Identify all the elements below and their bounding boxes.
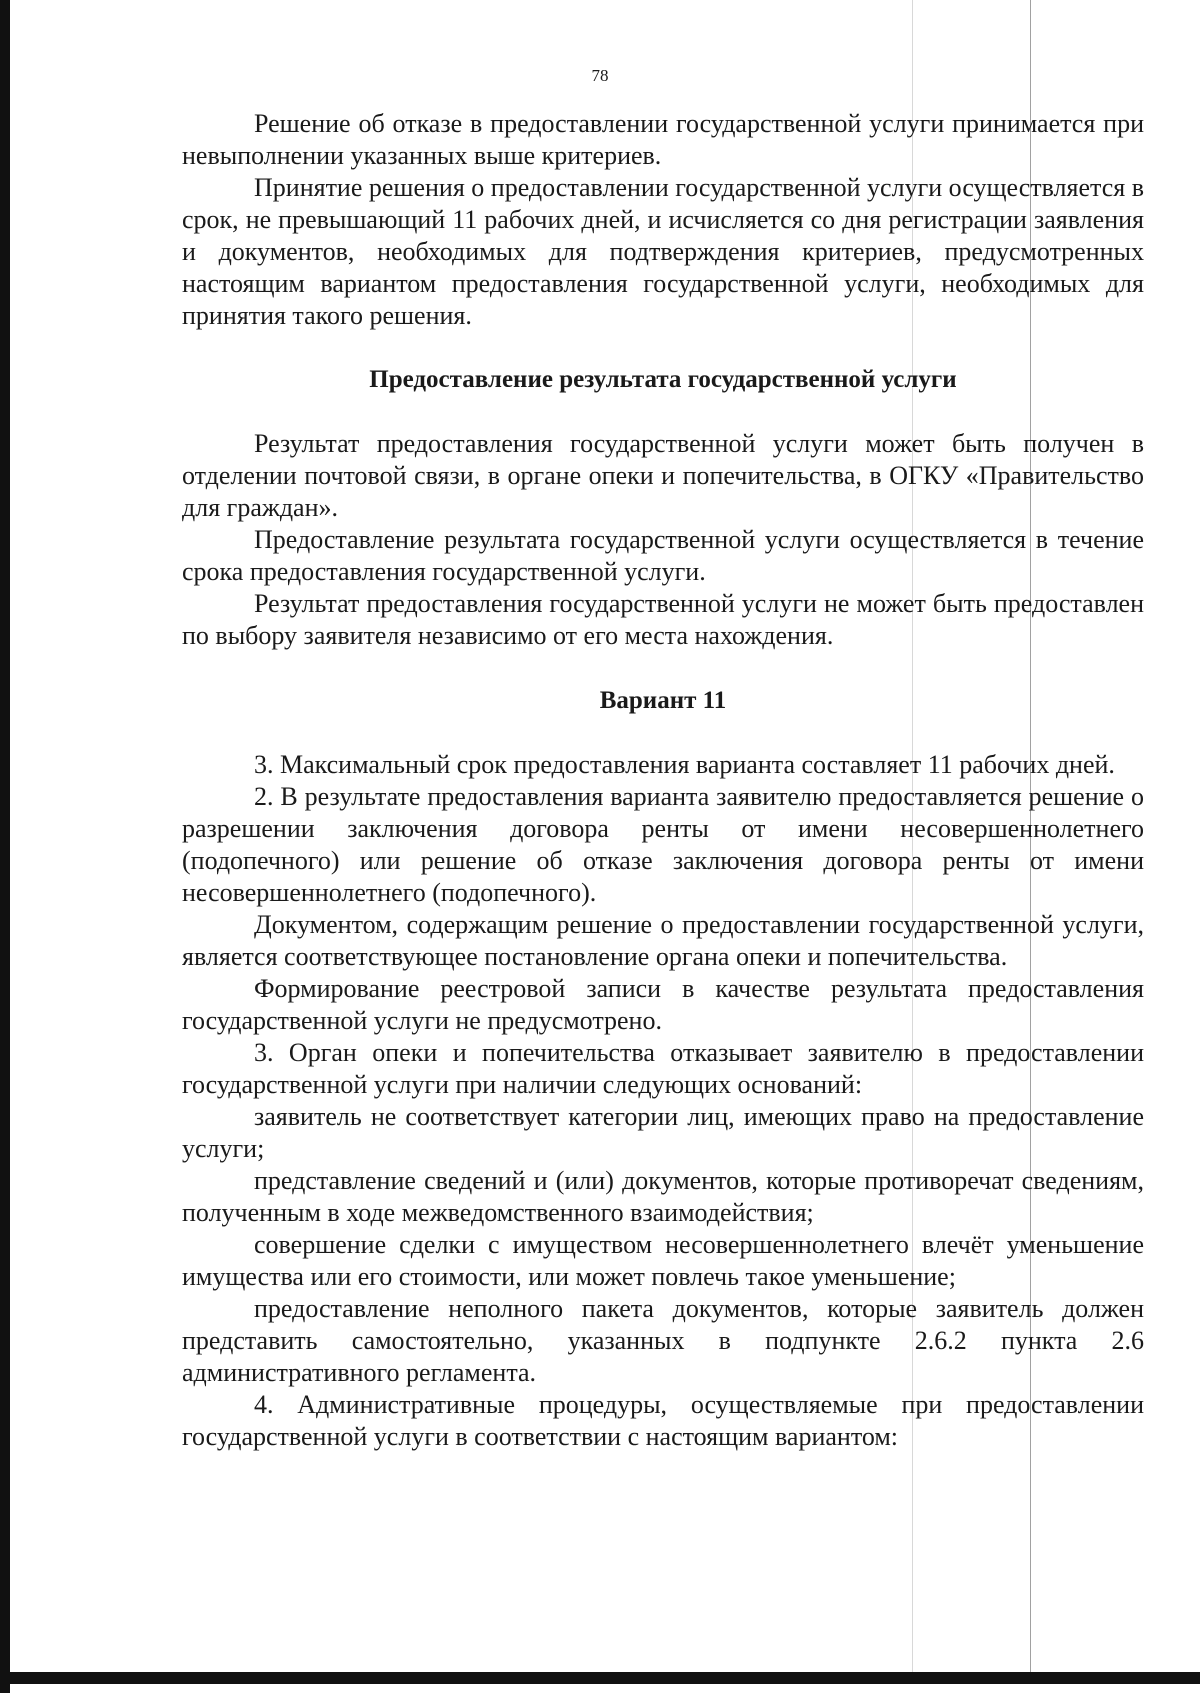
paragraph: Документом, содержащим решение о предоставлении государственной услуги, является соответствующее постановление органа опеки и попечительства. xyxy=(182,910,1144,971)
section-decision xyxy=(182,108,1144,332)
heading-variant: Вариант 11 xyxy=(599,687,727,714)
list-item: совершение сделки с имуществом несовершеннолетнего влечёт уменьшение имущества или его стоимости, или может повлечь такое уменьшение; xyxy=(182,1230,1144,1291)
paragraph: Результат предоставления государственной услуги может быть получен в отделении почтовой связи, в органе опеки и попечительства, в ОГКУ «Правительство для граждан». xyxy=(182,429,1144,522)
scan-left-border xyxy=(0,0,10,1693)
list-item: предоставление неполного пакета документов, которые заявитель должен представить самостоятельно, указанных в подпункте 2.6.2 пункта 2.6 административного регламента. xyxy=(182,1294,1144,1387)
scan-bottom-border xyxy=(0,1672,1200,1684)
paragraph: Предоставление результата государственной услуги осуществляется в течение срока предоставления государственной услуги. xyxy=(182,525,1144,586)
paragraph: Решение об отказе в предоставлении государственной услуги принимается при невыполнении указанных выше критериев. xyxy=(182,109,1144,170)
section-variant xyxy=(182,749,1144,1453)
page-number: 78 xyxy=(591,66,609,85)
paragraph: Результат предоставления государственной услуги не может быть предоставлен по выбору заявителя независимо от его места нахождения. xyxy=(182,589,1144,650)
paragraph: 3. Максимальный срок предоставления варианта составляет 11 рабочих дней. xyxy=(254,750,1115,779)
paragraph: Формирование реестровой записи в качестве результата предоставления государственной услуги не предусмотрено. xyxy=(182,974,1144,1035)
list-item: заявитель не соответствует категории лиц, имеющих право на предоставление услуги; xyxy=(182,1102,1144,1163)
paragraph: Принятие решения о предоставлении государственной услуги осуществляется в срок, не превышающий 11 рабочих дней, и исчисляется со дня регистрации заявления и документов, необходимых для подтверждения критериев, предусмотренных настоящим вариантом предоставления государственной услуги, необходимых для принятия такого решения. xyxy=(182,173,1144,330)
paragraph: 2. В результате предоставления варианта заявителю предоставляется решение о разрешении заключения договора ренты от имени несовершеннолетнего (подопечного) или решение об отказе заключения договора ренты от имени несовершеннолетнего (подопечного). xyxy=(182,782,1144,907)
paragraph: 4. Административные процедуры, осуществляемые при предоставлении государственной услуги в соответствии с настоящим вариантом: xyxy=(182,1390,1144,1451)
section-result xyxy=(182,428,1144,652)
heading-result-provision: Предоставление результата государственной услуги xyxy=(369,366,957,393)
list-item: представление сведений и (или) документов, которые противоречат сведениям, полученным в ходе межведомственного взаимодействия; xyxy=(182,1166,1144,1227)
paragraph: 3. Орган опеки и попечительства отказывает заявителю в предоставлении государственной услуги при наличии следующих оснований: xyxy=(182,1038,1144,1099)
